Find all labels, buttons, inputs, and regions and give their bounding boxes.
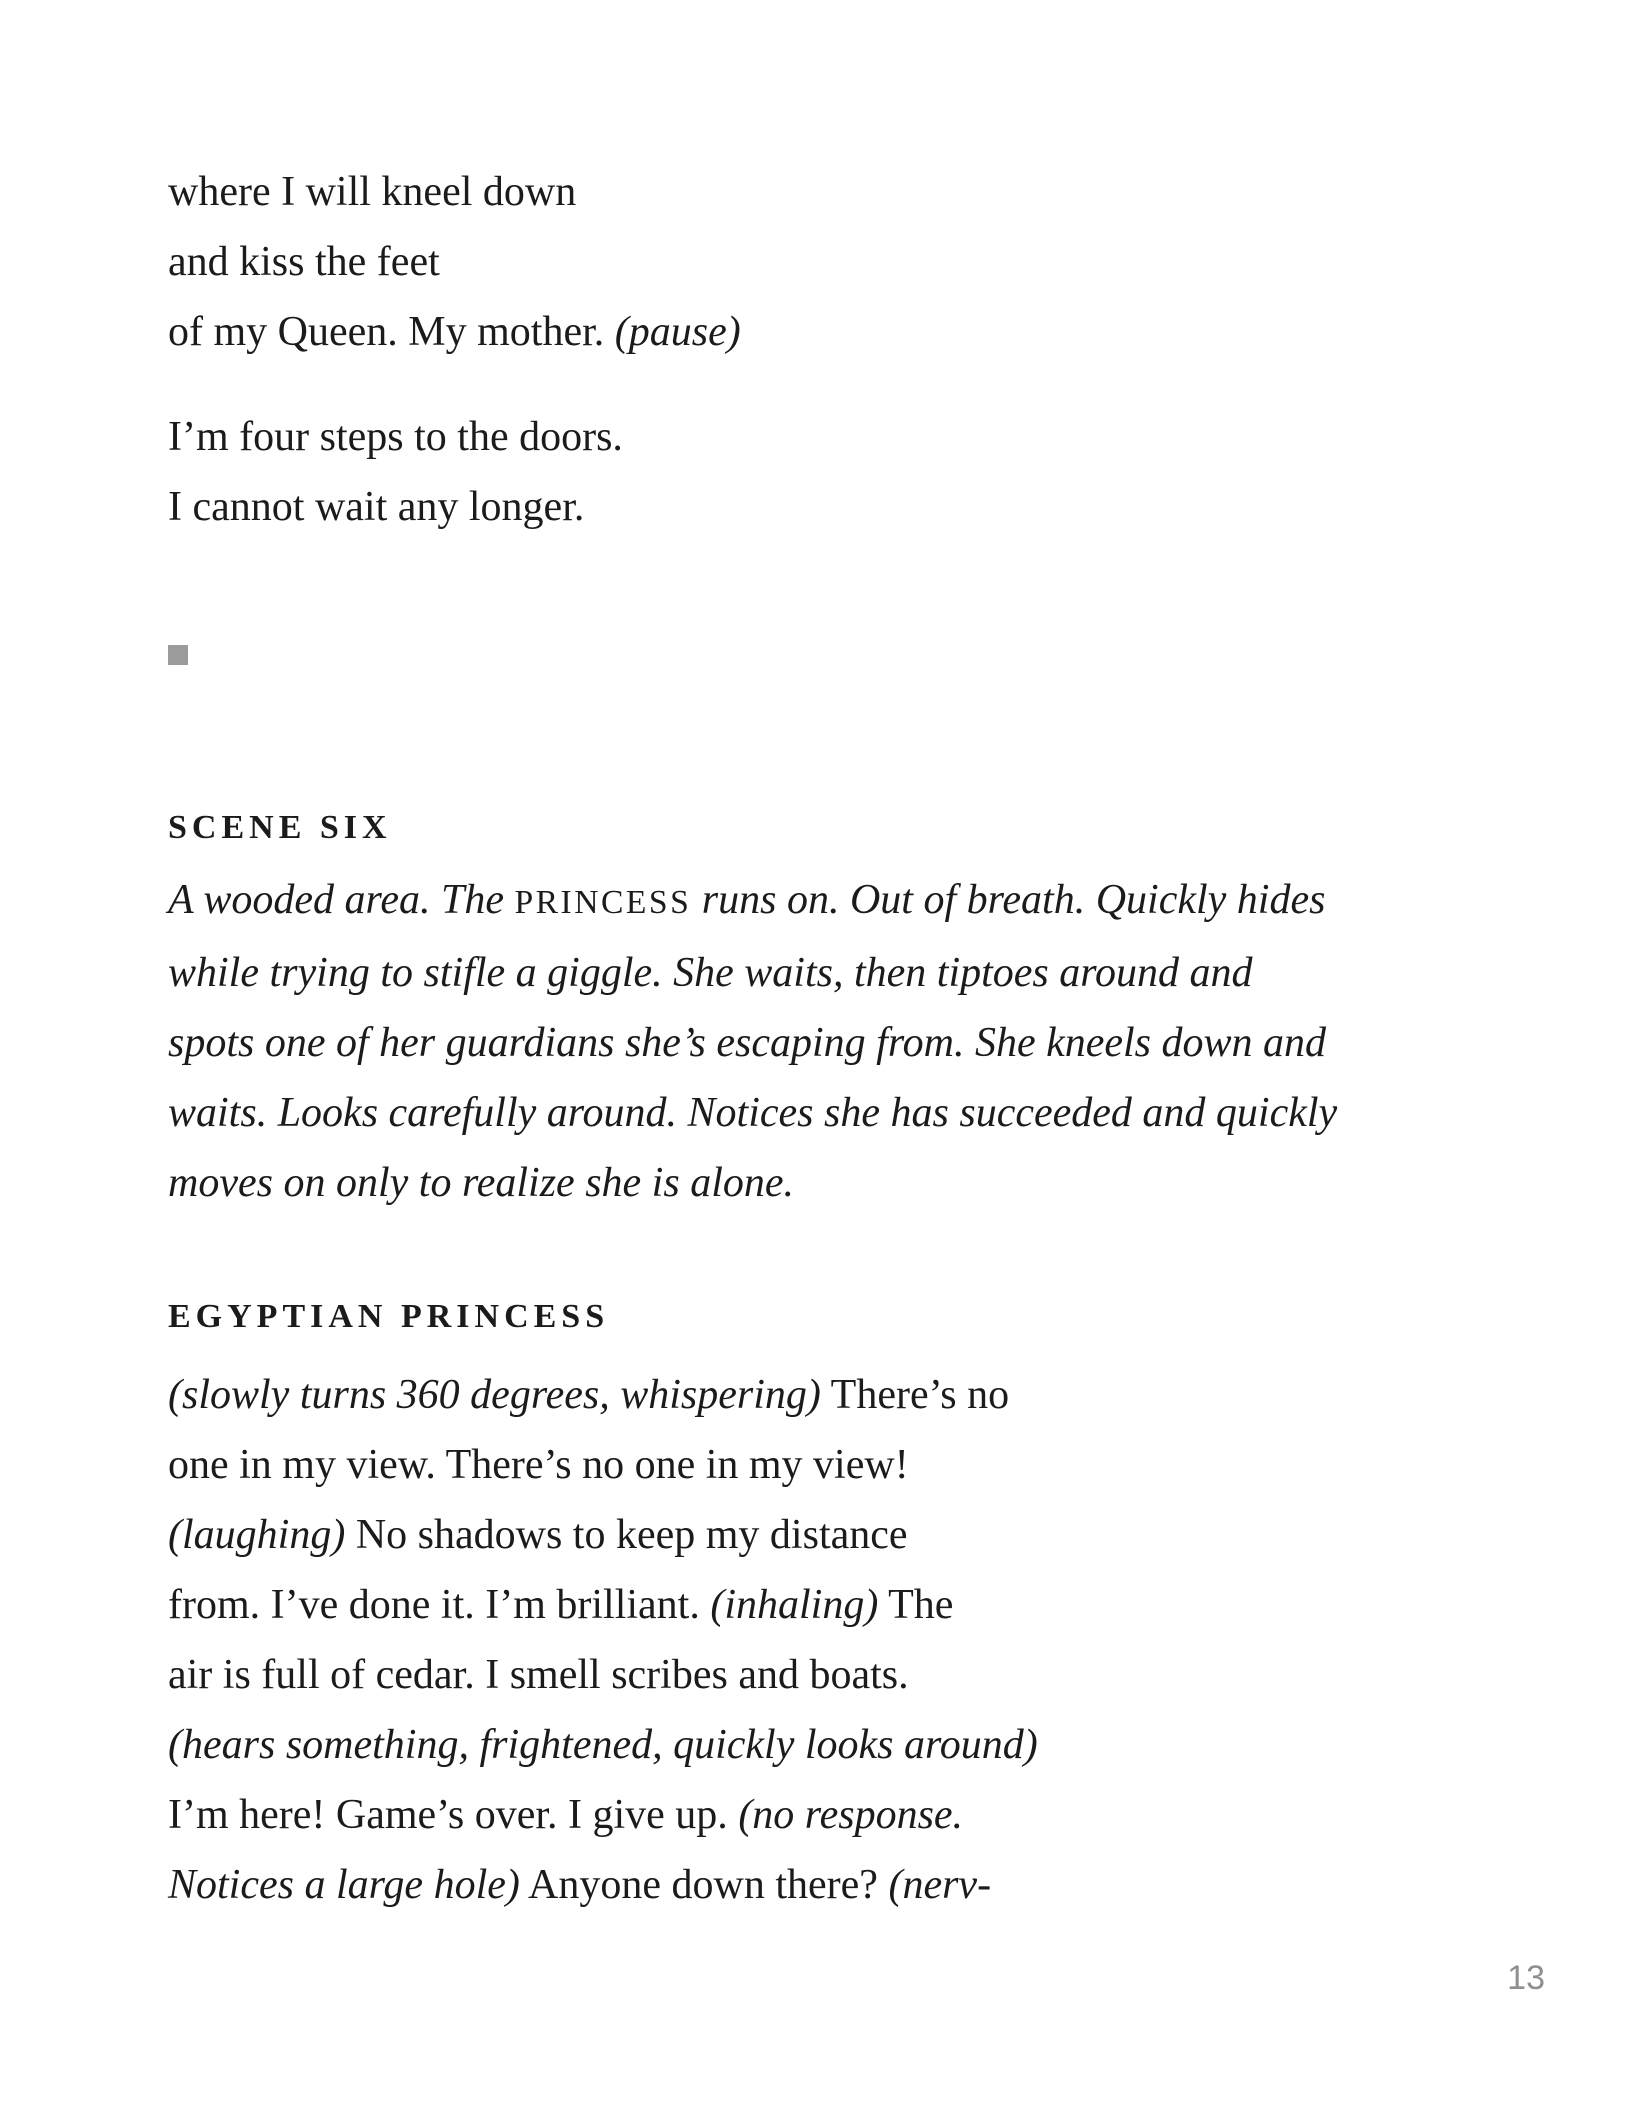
text-line xyxy=(168,157,741,227)
text-line xyxy=(168,1850,1038,1920)
stage-direction-text: A wooded area. The xyxy=(168,877,515,923)
text-line xyxy=(168,1710,1038,1780)
stage-direction-text: (nerv- xyxy=(888,1862,992,1908)
dialogue-text: of my Queen. My mother. xyxy=(168,309,615,355)
text-line xyxy=(168,1078,1337,1148)
dialogue-text: where I will kneel down xyxy=(168,169,577,215)
dialogue-text: The xyxy=(878,1582,954,1628)
scene-heading: SCENE SIX xyxy=(168,809,392,847)
text-line xyxy=(168,1148,1337,1218)
character-name-smallcaps: PRINCESS xyxy=(514,884,692,921)
dialogue-text: I’m here! Game’s over. I give up. xyxy=(168,1792,739,1838)
character-heading: EGYPTIAN PRINCESS xyxy=(168,1298,610,1336)
stage-direction-text: (inhaling) xyxy=(710,1582,879,1628)
text-line xyxy=(168,1430,1038,1500)
text-line xyxy=(168,865,1337,938)
poem-stanza-2 xyxy=(168,402,623,542)
dialogue-text: from. I’ve done it. I’m brilliant. xyxy=(168,1582,711,1628)
text-line xyxy=(168,227,741,297)
stage-direction xyxy=(168,865,1337,1218)
stage-direction-text: moves on only to realize she is alone. xyxy=(168,1160,795,1206)
dialogue-text: and kiss the feet xyxy=(168,239,440,285)
stage-direction-text: (pause) xyxy=(614,309,741,355)
page-number: 13 xyxy=(1507,1959,1545,1997)
text-line xyxy=(168,472,623,542)
dialogue-text: Anyone down there? xyxy=(519,1862,889,1908)
stage-direction-text: (laughing) xyxy=(168,1512,346,1558)
stage-direction-text: (hears something, frightened, quickly looks around) xyxy=(168,1722,1038,1768)
text-line xyxy=(168,402,623,472)
dialogue-text: No shadows to keep my distance xyxy=(345,1512,908,1558)
text-line xyxy=(168,1640,1038,1710)
text-line xyxy=(168,1570,1038,1640)
stage-direction-text: spots one of her guardians she’s escaping from. She kneels down and xyxy=(168,1020,1327,1066)
text-line xyxy=(168,297,741,367)
stage-direction-text: (no response. xyxy=(738,1792,964,1838)
stage-direction-text: waits. Looks carefully around. Notices she has succeeded and quickly xyxy=(168,1090,1338,1136)
text-line xyxy=(168,1008,1337,1078)
dialogue-block xyxy=(168,1360,1038,1920)
dialogue-text: I’m four steps to the doors. xyxy=(168,414,623,460)
dialogue-text: one in my view. There’s no one in my view! xyxy=(168,1442,909,1488)
stage-direction-text: runs on. Out of breath. Quickly hides xyxy=(691,877,1326,923)
poem-stanza-1 xyxy=(168,157,741,367)
stage-direction-text: Notices a large hole) xyxy=(168,1862,520,1908)
dialogue-text: air is full of cedar. I smell scribes and boats. xyxy=(168,1652,909,1698)
dialogue-text: I cannot wait any longer. xyxy=(168,484,585,530)
dialogue-text: There’s no xyxy=(820,1372,1010,1418)
stage-direction-text: (slowly turns 360 degrees, whispering) xyxy=(168,1372,821,1418)
stage-direction-text: while trying to stifle a giggle. She waits, then tiptoes around and xyxy=(168,950,1253,996)
text-line xyxy=(168,1360,1038,1430)
section-break-square-icon xyxy=(168,645,188,665)
text-line xyxy=(168,1500,1038,1570)
text-line xyxy=(168,1780,1038,1850)
text-line xyxy=(168,938,1337,1008)
